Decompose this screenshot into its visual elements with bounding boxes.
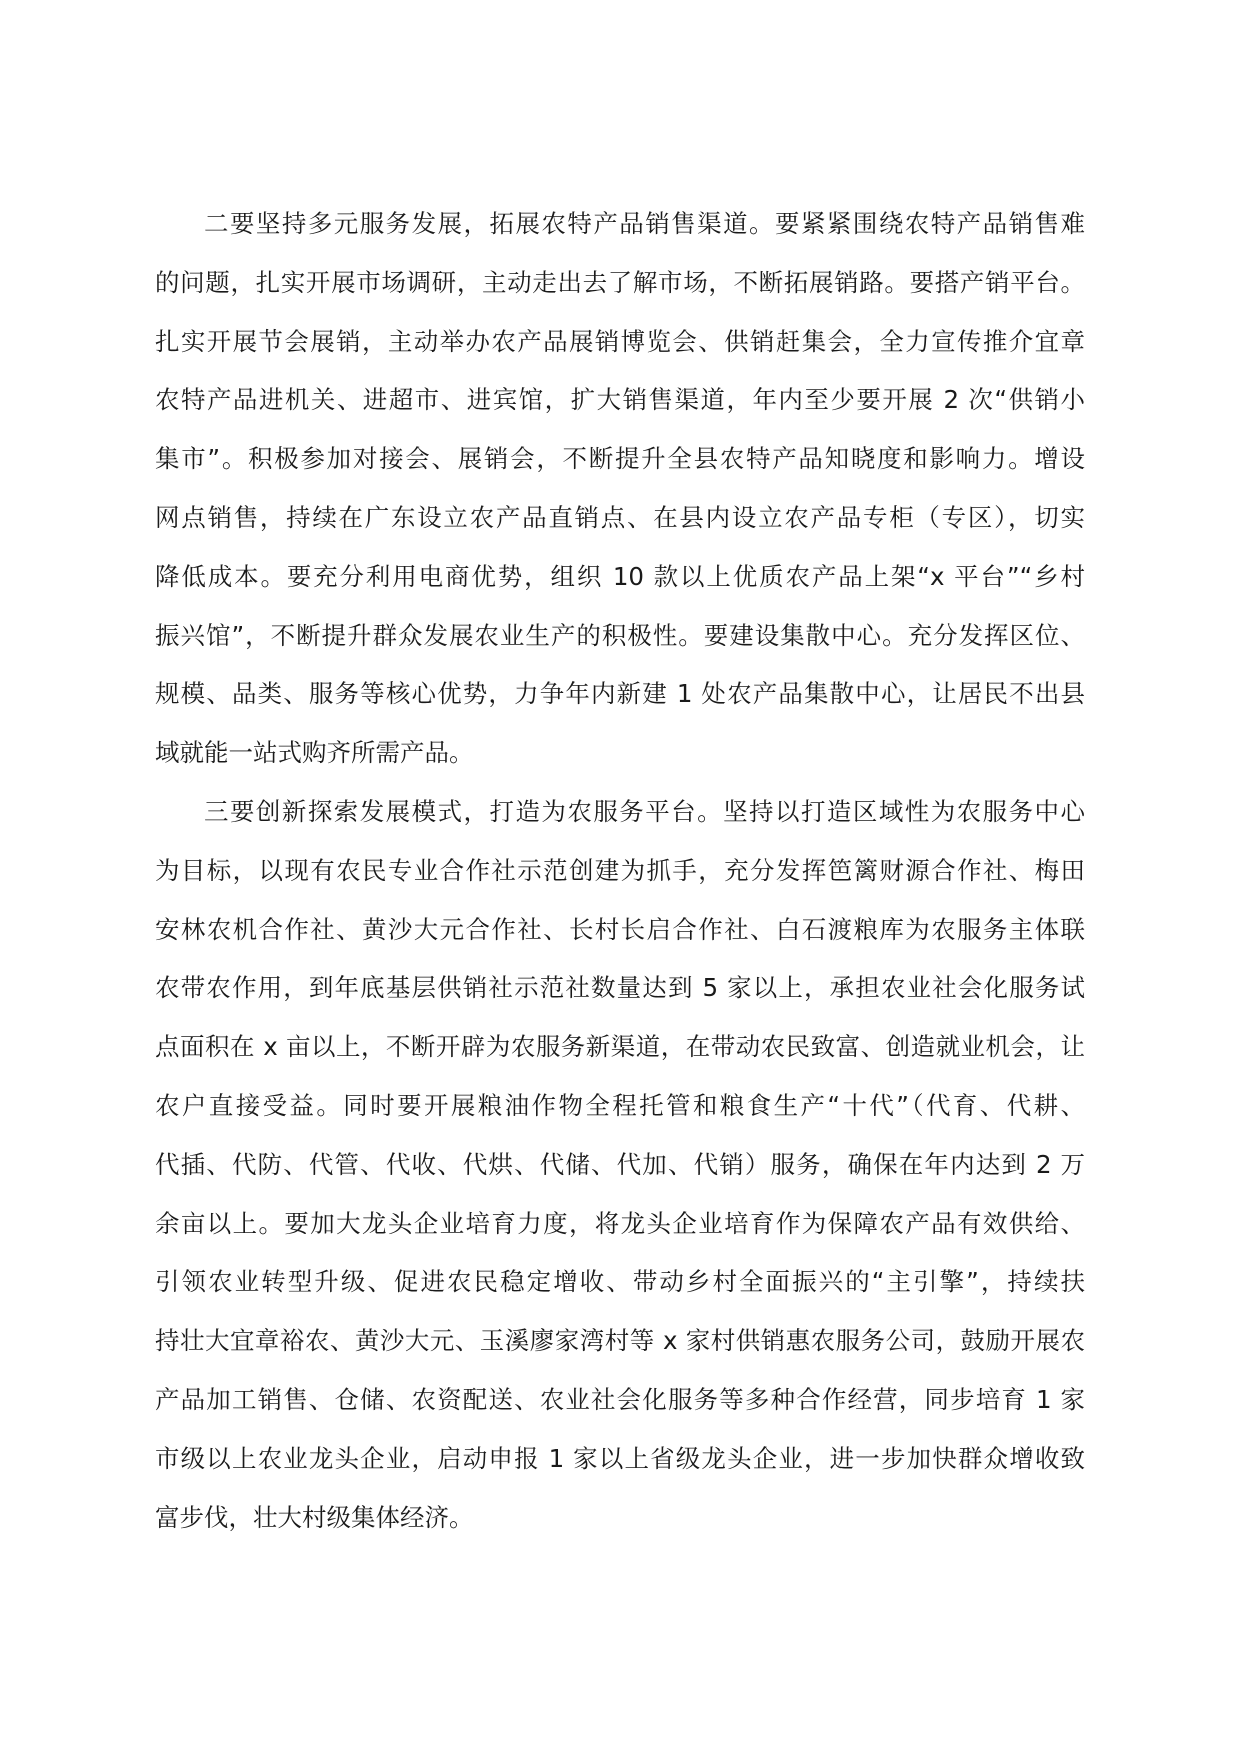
text-line: 农特产品进机关、进超市、进宾馆，扩大销售渠道，年内至少要开展 2 次“供销小 bbox=[155, 385, 1085, 415]
paragraph-2 bbox=[155, 783, 1085, 1547]
text-line: 二要坚持多元服务发展，拓展农特产品销售渠道。要紧紧围绕农特产品销售难 bbox=[204, 209, 1085, 238]
text-line: 安林农机合作社、黄沙大元合作社、长村长启合作社、白石渡粮库为农服务主体联 bbox=[155, 914, 1085, 944]
text-line: 规模、品类、服务等核心优势，力争年内新建 1 处农产品集散中心，让居民不出县 bbox=[155, 679, 1085, 709]
text-line: 代插、代防、代管、代收、代烘、代储、代加、代销）服务，确保在年内达到 2 万 bbox=[155, 1149, 1085, 1179]
text-line: 振兴馆”，不断提升群众发展农业生产的积极性。要建设集散中心。充分发挥区位、 bbox=[155, 620, 1085, 650]
text-line: 网点销售，持续在广东设立农产品直销点、在县内设立农产品专柜（专区），切实 bbox=[155, 502, 1085, 532]
text-line: 余亩以上。要加大龙头企业培育力度，将龙头企业培育作为保障农产品有效供给、 bbox=[155, 1208, 1085, 1238]
text-line: 农带农作用，到年底基层供销社示范社数量达到 5 家以上，承担农业社会化服务试 bbox=[155, 973, 1085, 1003]
text-line: 域就能一站式购齐所需产品。 bbox=[155, 738, 474, 768]
text-line: 点面积在 x 亩以上，不断开辟为农服务新渠道，在带动农民致富、创造就业机会，让 bbox=[155, 1032, 1085, 1062]
text-line: 为目标，以现有农民专业合作社示范创建为抓手，充分发挥笆篱财源合作社、梅田 bbox=[155, 855, 1085, 885]
text-line: 市级以上农业龙头企业，启动申报 1 家以上省级龙头企业，进一步加快群众增收致 bbox=[155, 1443, 1085, 1473]
text-line: 集市”。积极参加对接会、展销会，不断提升全县农特产品知晓度和影响力。增设 bbox=[155, 444, 1085, 474]
text-line: 扎实开展节会展销，主动举办农产品展销博览会、供销赶集会，全力宣传推介宜章 bbox=[155, 326, 1085, 356]
paragraph-1 bbox=[155, 195, 1085, 783]
text-line: 富步伐，壮大村级集体经济。 bbox=[155, 1502, 474, 1532]
text-line: 持壮大宜章裕农、黄沙大元、玉溪廖家湾村等 x 家村供销惠农服务公司，鼓励开展农 bbox=[155, 1326, 1085, 1356]
document-page bbox=[155, 195, 1085, 1547]
text-line: 的问题，扎实开展市场调研，主动走出去了解市场，不断拓展销路。要搭产销平台。 bbox=[155, 267, 1085, 297]
text-line: 农户直接受益。同时要开展粮油作物全程托管和粮食生产“十代”（代育、代耕、 bbox=[155, 1090, 1085, 1120]
text-line: 降低成本。要充分利用电商优势，组织 10 款以上优质农产品上架“x 平台”“乡村 bbox=[155, 561, 1085, 591]
text-line: 产品加工销售、仓储、农资配送、农业社会化服务等多种合作经营，同步培育 1 家 bbox=[155, 1384, 1085, 1414]
text-line: 三要创新探索发展模式，打造为农服务平台。坚持以打造区域性为农服务中心 bbox=[204, 796, 1085, 826]
text-line: 引领农业转型升级、促进农民稳定增收、带动乡村全面振兴的“主引擎”，持续扶 bbox=[155, 1267, 1085, 1297]
